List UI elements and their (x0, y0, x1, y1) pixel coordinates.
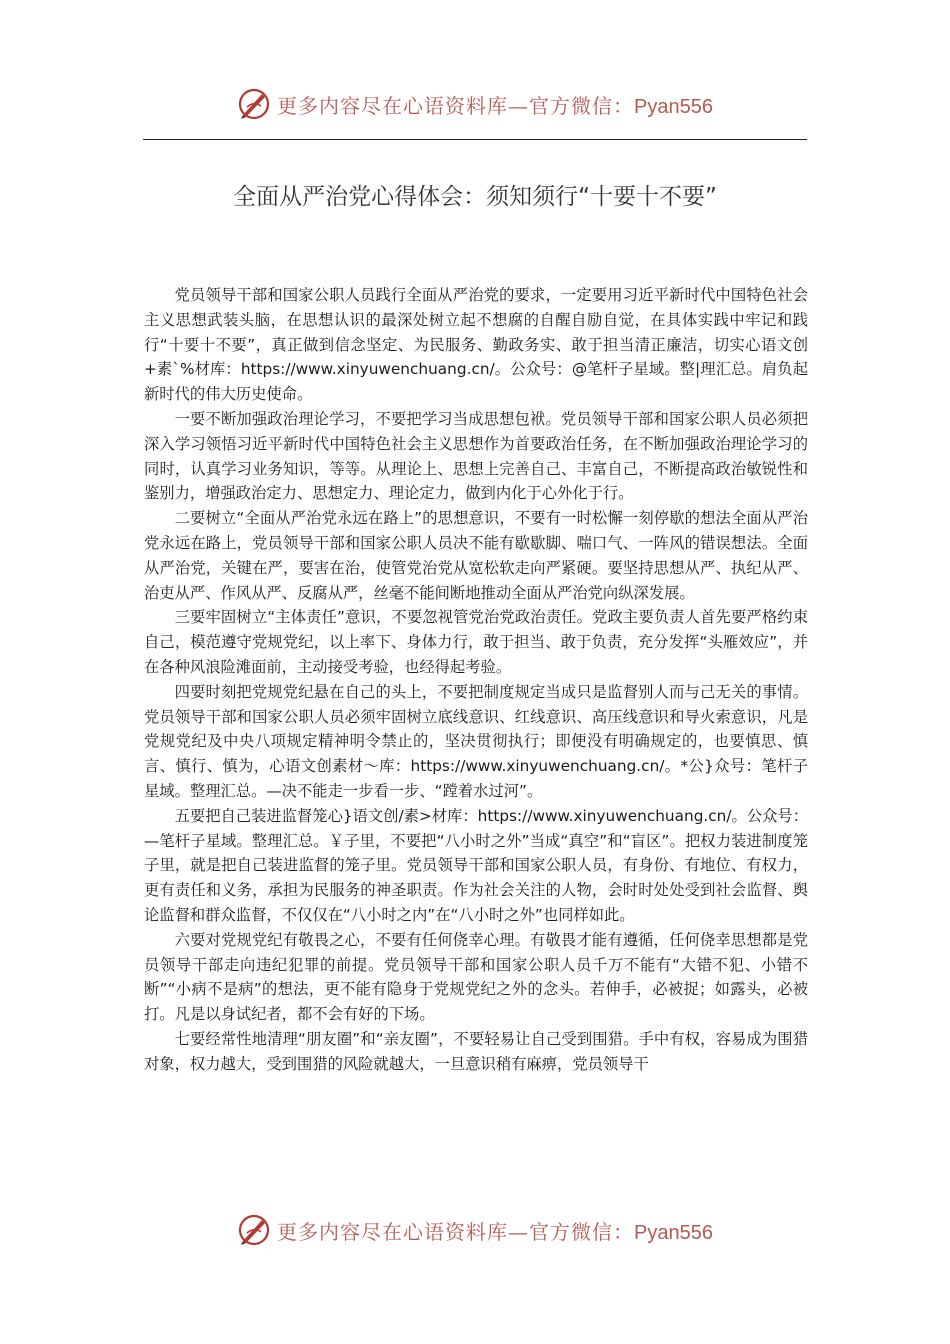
footer-banner-text: 更多内容尽在心语资料库—官方微信：Pyan556 (277, 1219, 713, 1244)
paragraph: 六要对党规党纪有敬畏之心，不要有任何侥幸心理。有敬畏才能有遵循，任何侥幸思想都是党员领导干部走向违纪犯罪的前提。党员领导干部和国家公职人员千万不能有“大错不犯、小错不断”“小病不是病”的想法，更不能有隐身于党规党纪之外的念头。若伸手，必被捉；如露头，必被打。凡是以身试纪者，都不会有好的下场。 (144, 930, 808, 1024)
pen-logo-icon (237, 87, 271, 121)
paragraph: 二要树立“全面从严治党永远在路上”的思想意识，不要有一时松懈一刻停歇的想法全面从严治党永远在路上，党员领导干部和国家公职人员决不能有歇歇脚、喘口气、一阵风的错误想法。全面从严治党，关键在严，要害在治，使管党治党从宽松软走向严紧硬。要坚持思想从严、执纪从严、治吏从严、作风从严、反腐从严，丝毫不能间断地推动全面从严治党向纵深发展。 (144, 509, 808, 602)
paragraph: 三要牢固树立“主体责任”意识，不要忽视管党治党政治责任。党政主要负责人首先要严格约束自己，模范遵守党规党纪，以上率下、身体力行，敢于担当、敢于负责，充分发挥“头雁效应”，并在各种风浪险滩面前，主动接受考验，也经得起考验。 (144, 608, 808, 676)
header-wechat-id: Pyan556 (634, 95, 713, 118)
header-divider (143, 139, 807, 140)
header-banner (0, 84, 950, 124)
page-title: 全面从严治党心得体会：须知须行“十要十不要” (233, 184, 717, 210)
header-banner-text: 更多内容尽在心语资料库—官方微信：Pyan556 (277, 93, 713, 118)
body-text (144, 283, 808, 1077)
footer-wechat-id: Pyan556 (634, 1221, 713, 1244)
paragraph: 四要时刻把党规党纪悬在自己的头上，不要把制度规定当成只是监督别人而与己无关的事情。党员领导干部和国家公职人员必须牢固树立底线意识、红线意识、高压线意识和导火索意识，凡是党规党纪及中央八项规定精神明令禁止的，坚决贯彻执行；即便没有明确规定的，也要慎思、慎言、慎行、慎为，心语文创素材～库：https://www.xinyuwenchuang.cn/。*公}众号：笔杆子星域。整理汇总。—决不能走一步看一步、“蹚着水过河”。 (144, 682, 808, 800)
paragraph: 一要不断加强政治理论学习，不要把学习当成思想包袱。党员领导干部和国家公职人员必须把深入学习领悟习近平新时代中国特色社会主义思想作为首要政治任务，在不断加强政治理论学习的同时，认真学习业务知识，等等。从理论上、思想上完善自己、丰富自己，不断提高政治敏锐性和鉴别力，增强政治定力、思想定力、理论定力，做到内化于心外化于行。 (144, 409, 808, 503)
pen-logo-icon (237, 1213, 271, 1247)
paragraph: 七要经常性地清理“朋友圈”和“亲友圈”，不要轻易让自己受到围猎。手中有权，容易成为围猎对象，权力越大，受到围猎的风险就越大，一旦意识稍有麻痹，党员领导干 (144, 1029, 808, 1073)
paragraph: 党员领导干部和国家公职人员践行全面从严治党的要求，一定要用习近平新时代中国特色社会主义思想武装头脑，在思想认识的最深处树立起不想腐的自醒自励自觉，在具体实践中牢记和践行“十要十不要”，真正做到信念坚定、为民服务、勤政务实、敢于担当清正廉洁，切实心语文创+素`%材库：https://www.xinyuwenchuang.cn/。公众号：@笔杆子星域。整|理汇总。肩负起新时代的伟大历史使命。 (144, 286, 808, 404)
paragraph: 五要把自己装进监督笼心}语文创/素>材库：https://www.xinyuwenchuang.cn/。公众号：—笔杆子星域。整理汇总。￥子里，不要把“八小时之外”当成“真空”和“盲区”。把权力装进制度笼子里，就是把自己装进监督的笼子里。党员领导干部和国家公职人员，有身份、有地位、有权力，更有责任和义务，承担为民服务的神圣职责。作为社会关注的人物，会时时处处受到社会监督、舆论监督和群众监督，不仅仅在“八小时之内”在“八小时之外”也同样如此。 (144, 806, 809, 924)
footer-banner (0, 1210, 950, 1250)
